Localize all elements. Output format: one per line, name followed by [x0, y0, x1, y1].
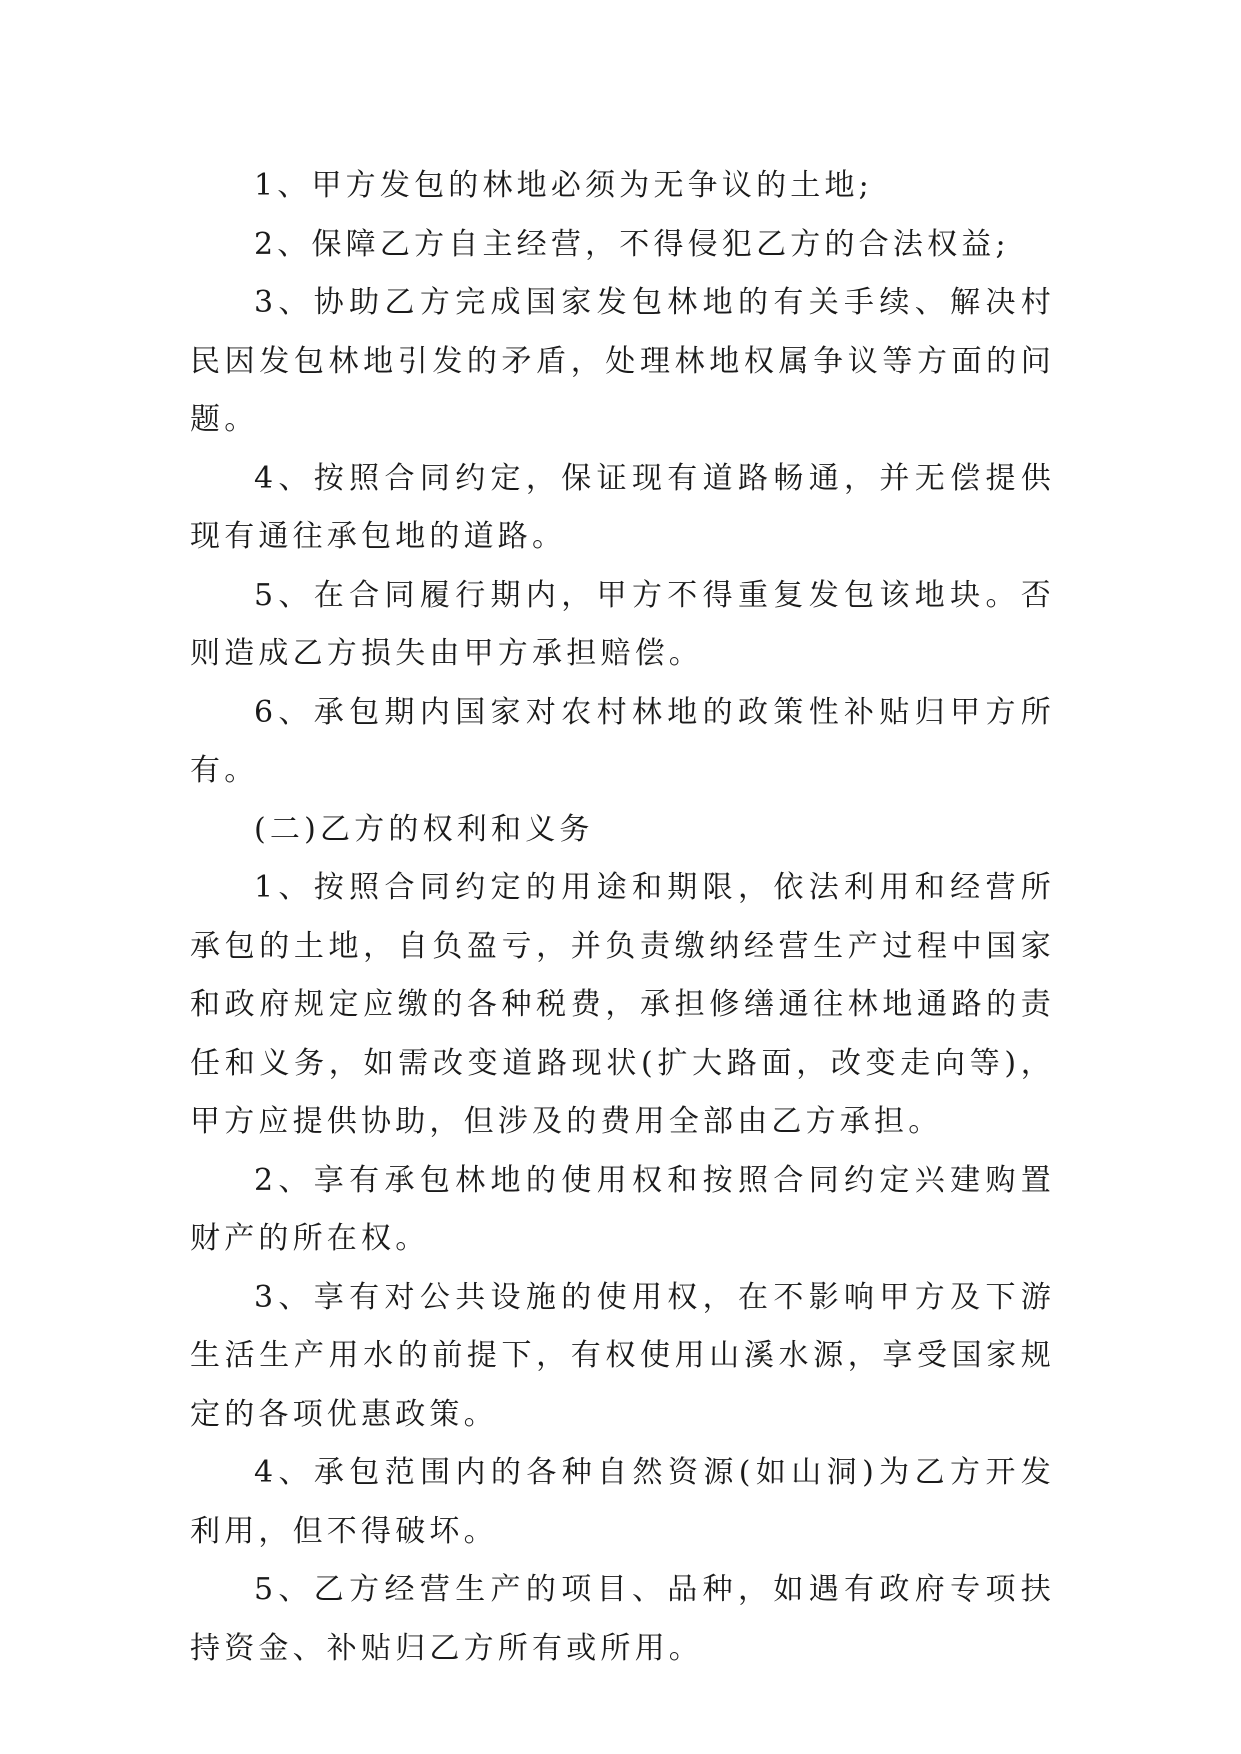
clause-party-a-5: 5、在合同履行期内，甲方不得重复发包该地块。否则造成乙方损失由甲方承担赔偿。	[190, 577, 1055, 671]
document-body	[190, 157, 1055, 1678]
clause-party-a-2: 2、保障乙方自主经营，不得侵犯乙方的合法权益;	[254, 226, 1010, 262]
clause-party-a-4: 4、按照合同约定，保证现有道路畅通，并无偿提供现有通往承包地的道路。	[190, 460, 1055, 554]
clause-party-a-1: 1、甲方发包的林地必须为无争议的土地;	[254, 168, 873, 203]
clause-party-b-3: 3、享有对公共设施的使用权，在不影响甲方及下游生活生产用水的前提下，有权使用山溪水源，享受国家规定的各项优惠政策。	[190, 1279, 1055, 1432]
clause-party-b-2: 2、享有承包林地的使用权和按照合同约定兴建购置财产的所在权。	[190, 1162, 1055, 1256]
clause-party-b-1: 1、按照合同约定的用途和期限，依法利用和经营所承包的土地，自负盈亏，并负责缴纳经营生产过程中国家和政府规定应缴的各种税费，承担修缮通往林地通路的责任和义务，如需改变道路现状(扩大路面，改变走向等)，甲方应提供协助，但涉及的费用全部由乙方承担。	[190, 870, 1055, 1139]
clause-party-b-5: 5、乙方经营生产的项目、品种，如遇有政府专项扶持资金、补贴归乙方所有或所用。	[190, 1572, 1055, 1666]
clause-party-b-4: 4、承包范围内的各种自然资源(如山洞)为乙方开发利用，但不得破坏。	[190, 1455, 1055, 1549]
clause-party-a-3: 3、协助乙方完成国家发包林地的有关手续、解决村民因发包林地引发的矛盾，处理林地权属争议等方面的问题。	[190, 285, 1055, 437]
clause-party-a-6: 6、承包期内国家对农村林地的政策性补贴归甲方所有。	[190, 694, 1055, 788]
section-heading-party-b: (二)乙方的权利和义务	[254, 811, 594, 847]
